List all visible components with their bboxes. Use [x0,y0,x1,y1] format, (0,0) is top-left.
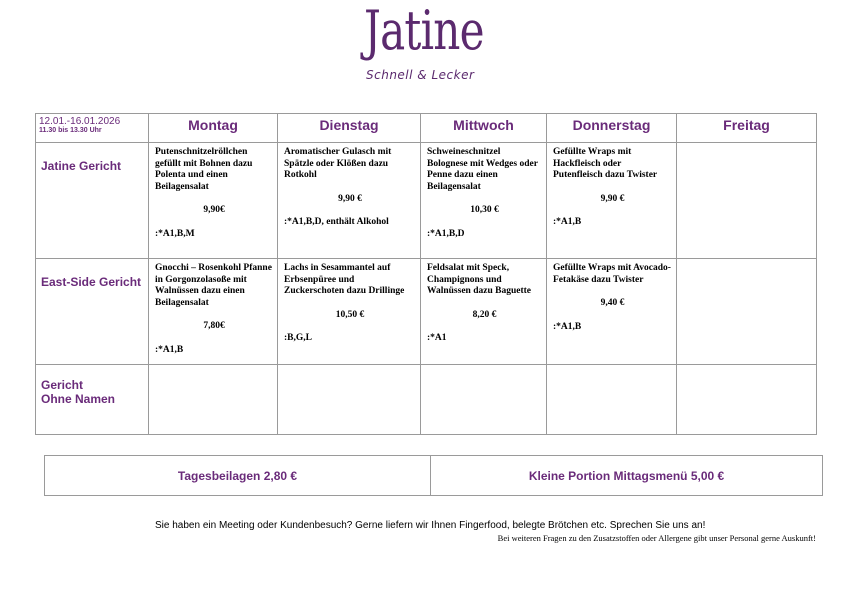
header-row [36,114,817,143]
row-label-line2: Ohne Namen [41,392,116,406]
dish-cell [421,259,547,365]
dish-cell-empty [677,365,817,435]
dish-price: 7,80€ [203,321,225,331]
row-label-unnamed [36,365,149,435]
dish-price: 9,40 € [600,298,625,308]
weekly-menu-table [35,113,817,435]
dish-allergens: :*A1,B,M [155,228,195,239]
dish-description: Gefüllte Wraps mit Avocado- Fetakäse dazu Twister [553,263,671,285]
dish-cell-empty [278,365,421,435]
dish-allergens: :*A1 [427,333,447,343]
dish-description: Schweineschnitzel Bolognese mit Wedges oder Penne dazu einen Beilagensalat [427,147,538,192]
dish-description: Gnocchi – Rosenkohl Pfanne in Gorgonzolasoße mit Walnüssen dazu einen Beilagensalat [155,263,272,308]
dish-price: 9,90€ [203,205,225,215]
logo-name: Jatine [364,0,484,62]
date-range: 12.01.-16.01.2026 [39,116,121,127]
day-header-monday: Montag [149,114,278,143]
dish-cell-empty [677,259,817,365]
dish-price: 10,50 € [335,309,365,320]
dish-description: Gefüllte Wraps mit Hackfleisch oder Putenfleisch dazu Twister [553,147,658,180]
catering-note: Sie haben ein Meeting oder Kundenbesuch? Gerne liefern wir Ihnen Fingerfood, belegte Brötchen etc. Sprechen Sie uns an! [155,520,706,531]
dish-cell [149,259,278,365]
dish-allergens: :B,G,L [284,333,312,343]
dish-allergens: :*A1,B,D, enthält Alkohol [284,217,389,227]
dish-allergens: :*A1,B [553,217,582,227]
dish-description: Aromatischer Gulasch mit Spätzle oder Klößen dazu Rotkohl [284,147,392,180]
dish-cell-empty [149,365,278,435]
menu-row-jatine [36,143,817,259]
dish-price: 9,90 € [600,193,625,204]
day-header-tuesday: Dienstag [278,114,421,143]
dish-cell-empty [421,365,547,435]
day-header-wednesday: Mittwoch [421,114,547,143]
dish-description: Putenschnitzelröllchen gefüllt mit Bohnen dazu Polenta und einen Beilagensalat [155,147,253,192]
allergen-note: Bei weiteren Fragen zu den Zusatzstoffen oder Allergene gibt unser Personal gerne Auskunft! [497,533,816,543]
dish-description: Feldsalat mit Speck, Champignons und Walnüssen dazu Baguette [427,263,531,296]
dish-cell [421,143,547,259]
menu-row-unnamed [36,365,817,435]
logo-tagline: Schnell & Lecker [366,68,475,82]
dish-cell [149,143,278,259]
day-header-friday: Freitag [677,114,817,143]
row-label-east-side: East-Side Gericht [36,259,149,365]
dish-description: Lachs in Sesammantel auf Erbsenpüree und Zuckerschoten dazu Drillinge [284,263,405,296]
dish-cell [278,259,421,365]
small-portion-price: Kleine Portion Mittagsmenü 5,00 € [528,468,725,483]
dish-cell [547,143,677,259]
dish-cell [547,259,677,365]
menu-row-east-side [36,259,817,365]
dish-cell [278,143,421,259]
service-time: 11.30 bis 13.30 Uhr [39,127,102,134]
row-label-line1: Gericht [41,378,84,392]
sides-price: Tagesbeilagen 2,80 € [45,456,431,495]
dish-cell-empty [547,365,677,435]
dish-allergens: :*A1,B [553,321,582,332]
dish-allergens: :*A1,B [155,344,184,355]
day-header-thursday: Donnerstag [547,114,677,143]
dish-price: 9,90 € [338,193,362,204]
dish-price: 8,20 € [472,309,497,320]
row-label-jatine: Jatine Gericht [36,143,149,259]
dish-price: 10,30 € [470,205,499,215]
jatine-logo [360,0,490,88]
dish-cell-empty [677,143,817,259]
dish-allergens: :*A1,B,D [427,228,465,239]
date-cell [36,114,149,143]
extras-box [44,455,823,496]
